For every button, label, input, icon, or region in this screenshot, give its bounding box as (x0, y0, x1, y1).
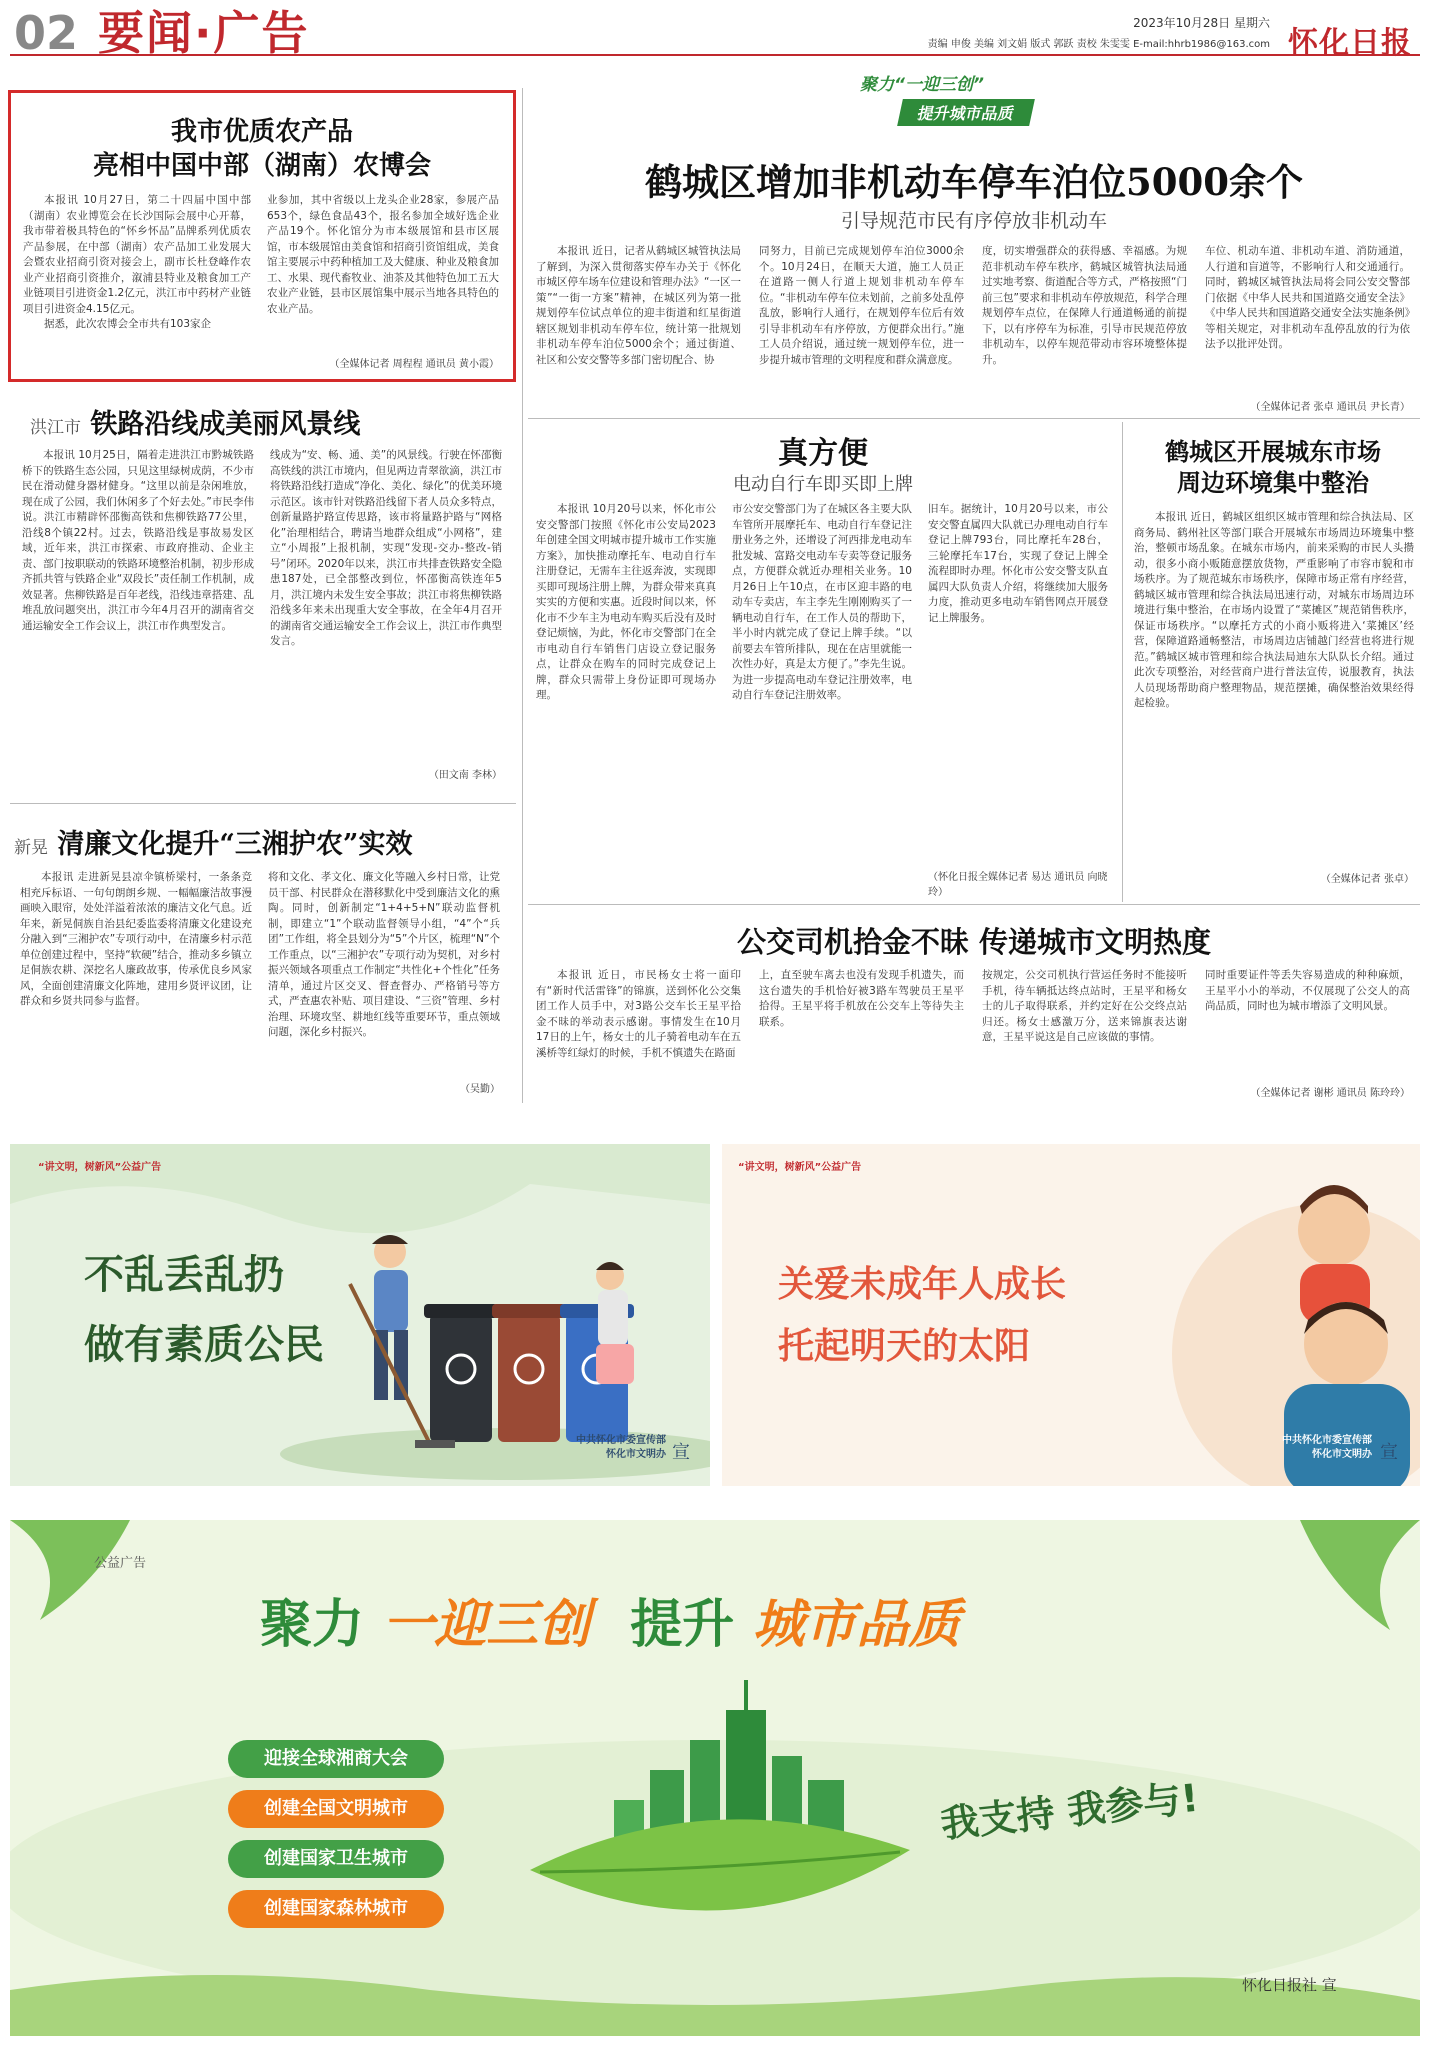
ad-city-tag: 公益广告 (94, 1556, 147, 1571)
article-farm-byline: （全媒体记者 周程程 通讯员 黄小霞） (329, 359, 499, 370)
ad-no-littering-sponsor1: 中共怀化市委宣传部 (576, 1435, 666, 1446)
article-bus-col4: 同时重要证件等丢失容易造成的种种麻烦，王星平小小的举动，不仅展现了公交人的高尚品质，同时也为城市增添了文明风景。 (1205, 969, 1410, 1012)
article-farm-title-line2: 亮相中国中部（湖南）农博会 (92, 151, 431, 181)
article-xinhuang-col2: 将和文化、孝文化、廉文化等融入乡村日常，让党员干部、村民群众在潜移默化中受到廉洁文化的熏陶。同时，创新制定“1+4+5+N”联动监督机制，即建立“1”个联动监督领导小组，“4”个“兵团”工作组，将全县划分为“5”个片区，梳理“N”个工作重点，以“三湘护农”专项行动为契机，对乡村振兴领域各项重点工作制定“共性化+个性化”任务清单，通过片区交叉、督查督办、严格销号等方式，严查惠农补贴、项目建设、“三资”管理、乡村治理、环境攻坚、耕地红线等重要环节，重点领域问题，深化乡村振兴。 (268, 871, 500, 1038)
article-farm-col2: 业参加，其中省级以上龙头企业28家，参展产品653个，绿色食品43个，报名参加全域好选企业产品19个。怀化馆分为市本级展馆和县市区展馆，市本级展馆由美食馆和招商引资馆组成，美食馆主要展示中药种植加工及大健康、种业及粮食加工、水果、现代畜牧业、油茶及其他特色加工五大农业产业链，县市区展馆集中展示当地各具特色的农业产品。 (267, 194, 499, 315)
ad-city-slogan-part1: 聚力 (260, 1595, 365, 1655)
article-bus-col1: 本报讯 近日，市民杨女士将一面印有“新时代活雷锋”的锦旗，送到怀化公交集团工作人员手中，对3路公交车长王星平拾金不昧的举动表示感谢。事情发生在10月17日的上午，杨女士的儿子骑着电动车在五溪桥等红绿灯的时候，手机不慎遗失在路面 (536, 969, 741, 1059)
ad-care-minors-line1: 关爱未成年人成长 (778, 1264, 1067, 1305)
article-parking-col2: 同努力，目前已完成规划停车泊位3000余个。10月24日，在顺天大道，施工人员正在道路一侧人行道上规划非机动车停车位。“非机动车停车位未划前，之前多处乱停乱放，影响行人通行，在规划停车位后有效引导非机动车有序停放，方便群众出行。”施工人员介绍说，通过统一规划停车位，进一步提升城市管理的文明程度和群众满意度。 (759, 245, 964, 366)
article-ebike-byline: （怀化日报全媒体记者 易达 通讯员 向晓玲） (928, 872, 1108, 898)
article-parking-subtitle: 引导规范市民有序停放非机动车 (840, 210, 1107, 232)
ad-city-sponsor: 怀化日报社 宣 (1242, 1976, 1337, 1994)
article-railway-col1: 本报讯 10月25日，隔着走进洪江市黔城铁路桥下的铁路生态公园，只见这里绿树成荫，不少市民在滑动健身器材健身。“这里以前是杂闲堆放，现在成了公园，我们休闲多了个好去处。”市民李伟说。洪江市精辟怀邵衡高铁和焦柳铁路77公里，沿线8个镇22村。过去，铁路沿线是事故易发区域，近年来，洪江市探索、市政府推动、企业主责、部门按职联动的铁路环境整治机制，初步形成齐抓共管与铁路企业“双段长”责任制工作机制，成效显著。焦柳铁路是百年老线，沿线违章搭建、乱堆乱放问题突出，洪江市今年4月召开的湖南省交通运输安全工作会议上，洪江市作典型发言。 (22, 449, 254, 632)
article-xinhuang[interactable] (10, 810, 516, 1100)
article-parking[interactable] (528, 140, 1420, 416)
ad-no-littering-sponsor2: 怀化市文明办 (606, 1449, 666, 1460)
ad-city-pill-3: 创建国家卫生城市 (228, 1840, 444, 1878)
ad-care-minors-sponsor1: 中共怀化市委宣传部 (1282, 1435, 1372, 1446)
article-bus-col2: 上，直至驶车离去也没有发现手机遗失，而这台遗失的手机恰好被3路车驾驶员王星平拾得。王星平将手机放在公交车上等待失主联系。 (759, 969, 964, 1028)
ad-city-slogan-part3: 提升 (630, 1595, 735, 1655)
article-parking-byline: （全媒体记者 张卓 通讯员 尹长青） (1250, 402, 1410, 413)
ad-city-pill-2: 创建全国文明城市 (228, 1790, 444, 1828)
article-farm-expo[interactable] (8, 90, 516, 382)
masthead (10, 6, 1420, 61)
ad-city-quality (10, 1520, 1420, 2036)
article-railway-kicker: 洪江市 (30, 418, 81, 438)
page-number: 02 (14, 6, 79, 60)
article-market-title-line2: 周边环境集中整治 (1177, 468, 1369, 497)
column-rule (1122, 422, 1123, 902)
article-parking-col3: 度，切实增强群众的获得感、幸福感。为规范非机动车停车秩序，鹤城区城管执法局通过实地考察、街道配合等方式，严格按照“门前三包”要求和非机动车停放规范，科学合理规划停车点位，在保障人行通道畅通的前提下，以有序停车为标准，引导市民规范停放非机动车，以停车规范带动市容环境整体提升。 (982, 245, 1187, 366)
feature-tag-top: 聚力“一迎三创” (860, 75, 984, 95)
divider (528, 904, 1420, 905)
article-bus-title: 公交司机拾金不昧 传递城市文明热度 (736, 925, 1212, 959)
article-market-byline: （全媒体记者 张卓） (1320, 874, 1414, 885)
ad-city-pill-4: 创建国家森林城市 (228, 1890, 444, 1928)
article-bus-byline: （全媒体记者 谢彬 通讯员 陈玲玲） (1250, 1088, 1410, 1099)
ad-care-minors-tag: “讲文明，树新风”公益广告 (738, 1162, 862, 1173)
ad-care-minors-sponsor2: 怀化市文明办 (1312, 1449, 1372, 1460)
divider (528, 418, 1420, 419)
article-market-col1: 本报讯 近日，鹤城区组织区城市管理和综合执法局、区商务局、鹤州社区等部门联合开展城东市场周边环境集中整治，整顿市场乱象。在城东市场内，前来采购的市民人头攒动，很多小商小贩随意摆放货物，严重影响了市容市貌和市场秩序。为了规范城东市场秩序，保障市场正常有序经营，鹤城区城市管理和综合执法局迅速行动，对城东市场周边环境进行集中整治，在市场内设置了“菜摊区”规范销售秩序，保证市场秩序。“以摩托方式的小商小贩将进入‘菜摊区’经营，保障道路通畅整洁，市场周边店铺越门经营也将进行规范。”鹤城区城市管理和综合执法局迪东大队队长介绍。通过此次专项整治，对经营商户进行普法宣传，说服教育，执法人员现场帮助商户整理物品，规范摆摊，确保整治效果经得起检验。 (1134, 511, 1414, 709)
article-farm-title-line1: 我市优质农产品 (170, 117, 353, 147)
article-railway[interactable] (10, 390, 516, 802)
ad-city-slogan (260, 1582, 960, 1657)
article-railway-byline: （田文南 李林） (428, 770, 502, 781)
editor-credits: 责编 申俊 美编 刘文娟 版式 郭跃 责校 朱雯雯 E-mail:hhrb1986@163.com (927, 39, 1270, 50)
article-market-title-line1: 鹤城区开展城东市场 (1165, 437, 1381, 466)
ad-care-minors (722, 1144, 1420, 1486)
feature-tag-bottom: 提升城市品质 (897, 99, 1035, 126)
ad-no-littering-tag: “讲文明，树新风”公益广告 (38, 1162, 162, 1173)
article-farm-col1-end: 据悉，此次农博会全市共有103家企 (44, 318, 212, 330)
article-bus[interactable] (528, 908, 1420, 1103)
issue-date: 2023年10月28日 星期六 (1133, 16, 1270, 30)
ad-no-littering-seal: 宣 (672, 1442, 690, 1463)
article-parking-title: 鹤城区增加非机动车停车泊位5000余个 (645, 160, 1303, 204)
article-xinhuang-byline: （吴勤） (460, 1084, 500, 1095)
divider (10, 803, 516, 804)
feature-tag (860, 70, 1100, 132)
article-bus-col3: 按规定，公交司机执行营运任务时不能接听手机，待车辆抵达终点站时，王星平和杨女士的儿子取得联系，并约定好在公交终点站归还。杨女士感激万分，送来锦旗表达谢意，王星平说这是自己应该做的事情。 (982, 969, 1187, 1043)
article-ebike-title: 真方便 (778, 436, 868, 471)
ad-city-slogan-part2: 一迎三创 (382, 1595, 591, 1655)
article-xinhuang-title: 清廉文化提升“三湘护农”实效 (57, 829, 413, 860)
article-market[interactable] (1126, 422, 1420, 902)
article-ebike-col3: 旧车。据统计，10月20号以来，市公安交警直属四大队就已办理电动自行车登记上牌793台，同比摩托车28台，三轮摩托车17台，实现了登记上牌全流程即时办理。怀化市公安交警支队直属四大队负责人介绍，将继续加大服务力度，推动更多电动车销售网点开展登记上牌服务。 (928, 503, 1108, 624)
article-xinhuang-kicker: 新晃 (14, 838, 48, 858)
article-railway-title: 铁路沿线成美丽风景线 (90, 409, 361, 440)
ad-no-littering-line2: 做有素质公民 (84, 1322, 324, 1368)
article-railway-col2: 线成为“安、畅、通、美”的风景线。行驶在怀邵衡高铁线的洪江市境内，但见两边青翠欲滴，洪江市将铁路沿线打造成“净化、美化、绿化”的优美环境示范区。该市针对铁路沿线留下者人员众多特点，创新量路护路宣传思路，该市将量路护路与“网格化”治理相结合，聘请当地群众组成“小网格”，建立“小周报”上报机制，实现“发现-交办-整改-销号”闭环。2020年以来，洪江市共排查铁路安全隐患187处，已全部整改到位，怀邵衡高铁连年5月，洪江境内未发生安全事故；洪江市将焦柳铁路沿线多年来未出现重大安全事故，在全年4月召开的湖南省交通运输安全工作会议上，洪江市作典型发言。 (270, 449, 502, 647)
article-ebike-col2: 市公安交警部门为了在城区各主要大队车管所开展摩托车、电动自行车登记注册业务之外，还增设了河西排龙电动车批发城、富路交电动车专卖等登记服务点，方便群众就近办理相关业务。10月26日上午10点，在市区迎丰路的电动车专卖店，车主李先生刚刚购买了一辆电动自行车，在工作人员的帮助下，半小时内就完成了登记上牌手续。“以前要去车管所排队，现在在店里就能一次性办好，真是太方便了。”李先生说。为进一步提高电动车登记注册效率，电动自行车登记注册效率。 (732, 503, 912, 701)
ad-city-slogan-part4: 城市品质 (752, 1595, 961, 1655)
ad-city-call: 我支持 我参与! (938, 1775, 1201, 1847)
article-farm-col1: 本报讯 10月27日，第二十四届中国中部（湖南）农业博览会在长沙国际会展中心开幕，我市带着极具特色的“怀乡怀品”品牌系列优质农产品参展，在中部（湖南）农产品加工业发展大会暨农业招商引资对接会上，副市长杜登峰作农业产业招商引资推介，溆浦县特业及粮食加工产业链项目引进资金1.2亿元，洪江市中药材产业链项目引进资金4.15亿元。 (23, 194, 251, 315)
article-parking-col1: 本报讯 近日，记者从鹤城区城管执法局了解到，为深入贯彻落实停车办关于《怀化市城区停车场车位建设和管理办法》“一区一策”“一街一方案”精神，在城区列为第一批规划停车位试点单位的迎丰街道和红星街道辖区规划非机动车停车位，统计第一批规划非机动车停车泊位5000余个；通过街道、社区和公安交警等多部门密切配合、协 (536, 245, 741, 366)
column-rule (522, 88, 523, 1103)
ad-care-minors-line2: 托起明天的太阳 (778, 1326, 1031, 1367)
ad-city-pill-1: 迎接全球湘商大会 (228, 1740, 444, 1778)
article-xinhuang-col1: 本报讯 走进新晃县凉伞镇桥梁村，一条条竞相充斥标语、一句句朗朗乡规、一幅幅廉洁故事漫画映入眼帘，处处洋溢着浓浓的廉洁文化气息。近年来，新晃侗族自治县纪委监委将清廉文化建设充分融入到“三湘护农”专项行动中，在清廉乡村示范单位创建过程中，坚持“软硬”结合，推动多乡镇立足侗族农耕、深挖名人廉政故事，传承优良乡风家风，全面创建清廉文化阵地，建用乡贤评议团，让群众和乡贤共同参与监督。 (20, 871, 252, 1007)
ad-no-littering (10, 1144, 710, 1486)
ad-no-littering-line1: 不乱丢乱扔 (84, 1252, 284, 1298)
section-name: 要闻·广告 (98, 6, 310, 60)
article-ebike-col1: 本报讯 10月20号以来，怀化市公安交警部门按照《怀化市公安局2023年创建全国文明城市提升城市工作实施方案》，加快推动摩托车、电动自行车注册登记，无需车主往返奔波，实现即买即可现场注册上牌，为群众带来真真实实的方便和实惠。近段时间以来，怀化市不少车主为电动车购买后没有及时登记烦恼，为此，怀化市交警部门在全市电动自行车销售门店设立登记服务点，让群众在购车的同时完成登记上牌，群众只需带上身份证即可现场办理。 (536, 503, 716, 701)
article-parking-col4: 车位、机动车道、非机动车道、消防通道，人行道和盲道等，不影响行人和交通通行。同时，鹤城区城管执法局将会同公安交警部门依据《中华人民共和国道路交通安全法》《中华人民共和国道路交通安全法实施条例》等相关规定，对非机动车乱停乱放的行为依法予以批评处罚。 (1205, 245, 1410, 350)
article-ebike[interactable] (528, 422, 1118, 902)
ad-care-minors-seal: 宣 (1380, 1442, 1398, 1463)
paper-logo: 怀化日报 (1288, 26, 1412, 61)
article-ebike-subtitle: 电动自行车即买即上牌 (733, 474, 913, 495)
